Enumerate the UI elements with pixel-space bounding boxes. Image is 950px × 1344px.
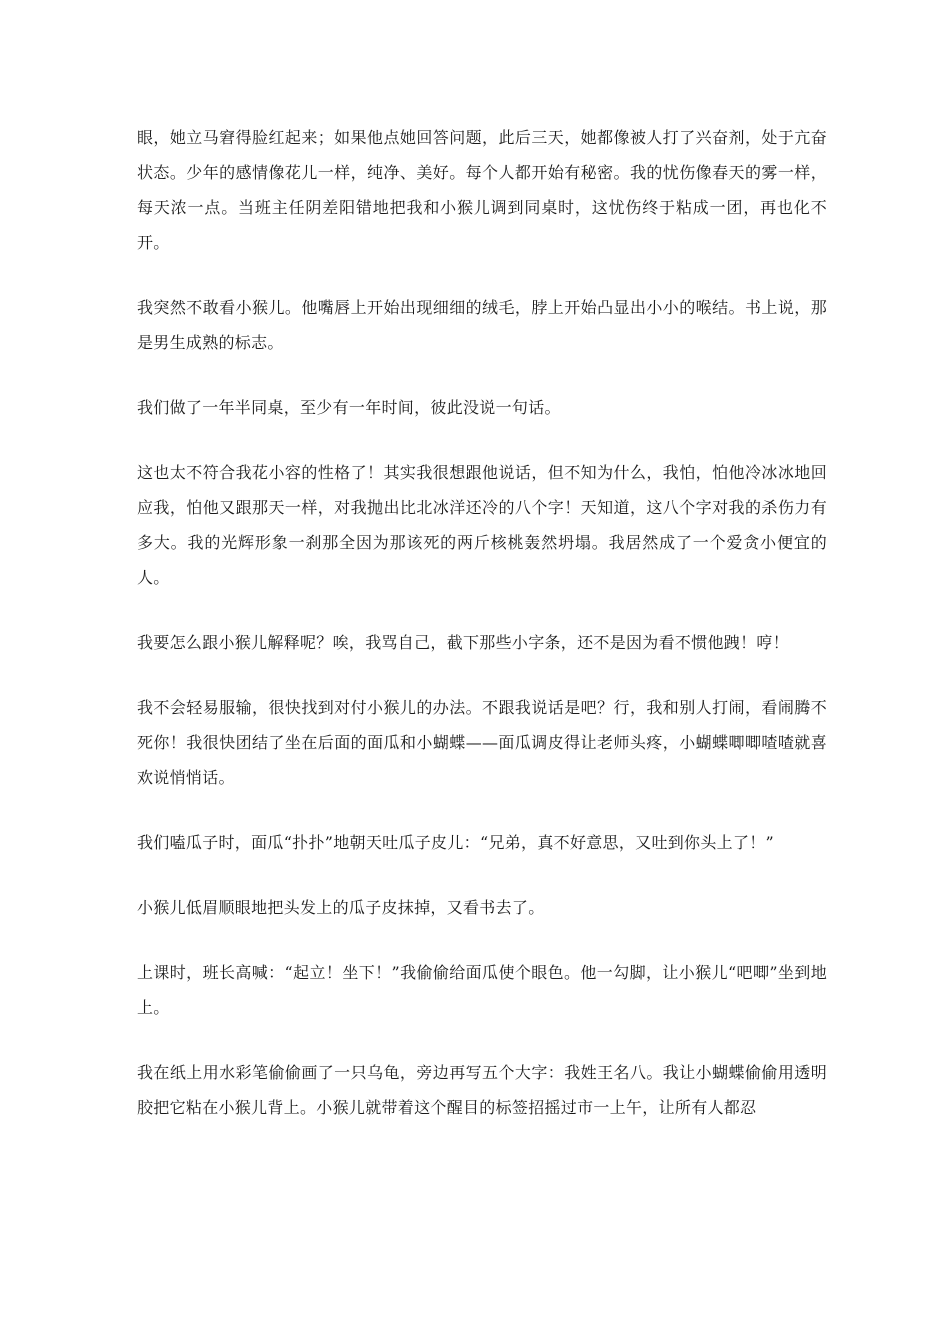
paragraph: 我们嗑瓜子时，面瓜“扑扑”地朝天吐瓜子皮儿：“兄弟，真不好意思，又吐到你头上了！” <box>137 833 775 852</box>
paragraph: 小猴儿低眉顺眼地把头发上的瓜子皮抹掉，又看书去了。 <box>137 898 545 917</box>
paragraph: 眼，她立马窘得脸红起来；如果他点她回答问题，此后三天，她都像被人打了兴奋剂，处于亢奋状态。少年的感情像花儿一样，纯净、美好。每个人都开始有秘密。我的忧伤像春天的雾一样，每天浓一点。当班主任阴差阳错地把我和小猴儿调到同桌时，这忧伤终于粘成一团，再也化不开。 <box>137 128 827 252</box>
paragraph: 我突然不敢看小猴儿。他嘴唇上开始出现细细的绒毛，脖上开始凸显出小小的喉结。书上说，那是男生成熟的标志。 <box>137 298 827 352</box>
paragraph: 我不会轻易服输，很快找到对付小猴儿的办法。不跟我说话是吧？行，我和别人打闹，看闹腾不死你！我很快团结了坐在后面的面瓜和小蝴蝶——面瓜调皮得让老师头疼，小蝴蝶唧唧喳喳就喜欢说悄悄话。 <box>137 698 827 787</box>
paragraph: 上课时，班长高喊：“起立！坐下！”我偷偷给面瓜使个眼色。他一勾脚，让小猴儿“吧唧”坐到地上。 <box>137 963 827 1017</box>
document-body <box>137 120 827 1155</box>
paragraph: 这也太不符合我花小容的性格了！其实我很想跟他说话，但不知为什么，我怕，怕他冷冰冰地回应我，怕他又跟那天一样，对我抛出比北冰洋还冷的八个字！天知道，这八个字对我的杀伤力有多大。我的光辉形象一刹那全因为那该死的两斤核桃轰然坍塌。我居然成了一个爱贪小便宜的人。 <box>137 463 827 587</box>
paragraph: 我要怎么跟小猴儿解释呢？唉，我骂自己，截下那些小字条，还不是因为看不惯他跩！哼！ <box>137 633 790 652</box>
paragraph: 我们做了一年半同桌，至少有一年时间，彼此没说一句话。 <box>137 398 561 417</box>
paragraph: 我在纸上用水彩笔偷偷画了一只乌龟，旁边再写五个大字：我姓王名八。我让小蝴蝶偷偷用透明胶把它粘在小猴儿背上。小猴儿就带着这个醒目的标签招摇过市一上午，让所有人都忍 <box>137 1063 827 1117</box>
